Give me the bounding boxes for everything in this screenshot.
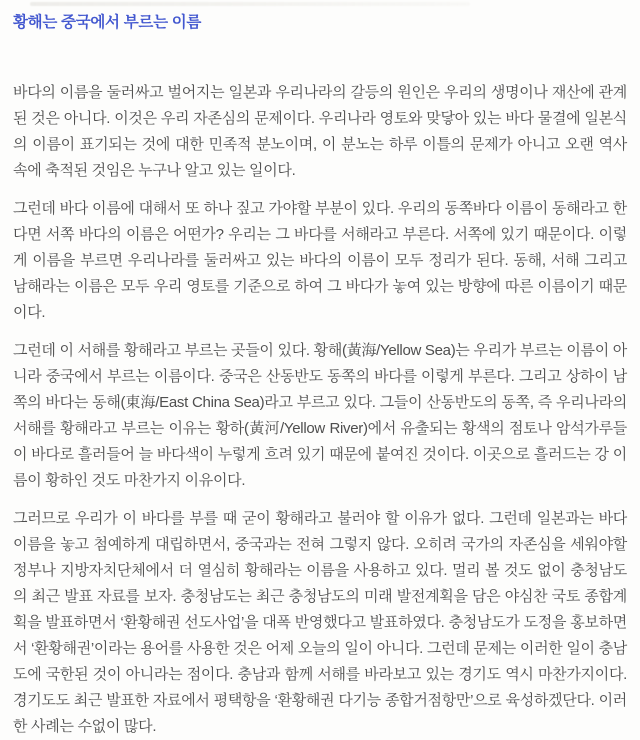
article-body	[13, 80, 627, 740]
paragraph: 그런데 이 서해를 황해라고 부르는 곳들이 있다. 황해(黃海/Yellow Sea)는 우리가 부르는 이름이 아니라 중국에서 부르는 이름이다. 중국은 산동반도 동쪽의 바다를 이렇게 부른다. 그리고 상하이 남쪽의 바다는 동해(東海/East China Sea)라고 부르고 있다. 그들이 산동반도의 동쪽, 즉 우리나라의 서해를 황해라고 부르는 이유는 황하(黃河/Yellow River)에서 유출되는 황색의 점토나 암석가루들이 바다로 흘러들어 늘 바다색이 누렇게 흐려 있기 때문에 붙여진 것이다. 이곳으로 흘러드는 강 이름이 황하인 것도 마찬가지 이유이다.	[13, 342, 627, 489]
paragraph: 그런데 바다 이름에 대해서 또 하나 짚고 가야할 부분이 있다. 우리의 동쪽바다 이름이 동해라고 한다면 서쪽 바다의 이름은 어떤가? 우리는 그 바다를 서해라고 부른다. 서쪽에 있기 때문이다. 이렇게 이름을 부르면 우리나라를 둘러싸고 있는 바다의 이름이 모두 정리가 된다. 동해, 서해 그리고 남해라는 이름은 모두 우리 영토를 기준으로 하여 그 바다가 놓여 있는 방향에 따른 이름이기 때문이다.	[13, 200, 627, 321]
cropped-line-remnant	[30, 2, 470, 6]
paragraph: 바다의 이름을 둘러싸고 벌어지는 일본과 우리나라의 갈등의 원인은 우리의 생명이나 재산에 관계된 것은 아니다. 이것은 우리 자존심의 문제이다. 우리나라 영토와 맞닿아 있는 바다 물결에 일본식의 이름이 표기되는 것에 대한 민족적 분노이며, 이 분노는 하루 이틀의 문제가 아니고 오랜 역사 속에 축적된 것임은 누구나 알고 있는 일이다.	[13, 84, 627, 179]
paragraph: 그러므로 우리가 이 바다를 부를 때 굳이 황해라고 불러야 할 이유가 없다. 그런데 일본과는 바다 이름을 놓고 첨예하게 대립하면서, 중국과는 전혀 그렇지 않다. 오히려 국가의 자존심을 세워야할 정부나 지방자치단체에서 더 열심히 황해라는 이름을 사용하고 있다. 멀리 볼 것도 없이 충청남도의 최근 발표 자료를 보자. 충청남도는 최근 충청남도의 미래 발전계획을 담은 야심찬 국토 종합계획을 발표하면서 ‘환황해권 선도사업’을 대폭 반영했다고 발표하였다. 충청남도가 도정을 홍보하면서 ‘환황해권’이라는 용어를 사용한 것은 어제 오늘의 일이 아니다. 그런데 문제는 이러한 일이 충남도에 국한된 것이 아니라는 점이다. 충남과 함께 서해를 바라보고 있는 경기도 역시 마찬가지이다. 경기도도 최근 발표한 자료에서 평택항을 ‘환황해권 다기능 종합거점항만’으로 육성하겠단다. 이러한 사례는 수없이 많다.	[13, 510, 627, 735]
page-title: 황해는 중국에서 부르는 이름	[13, 14, 202, 31]
